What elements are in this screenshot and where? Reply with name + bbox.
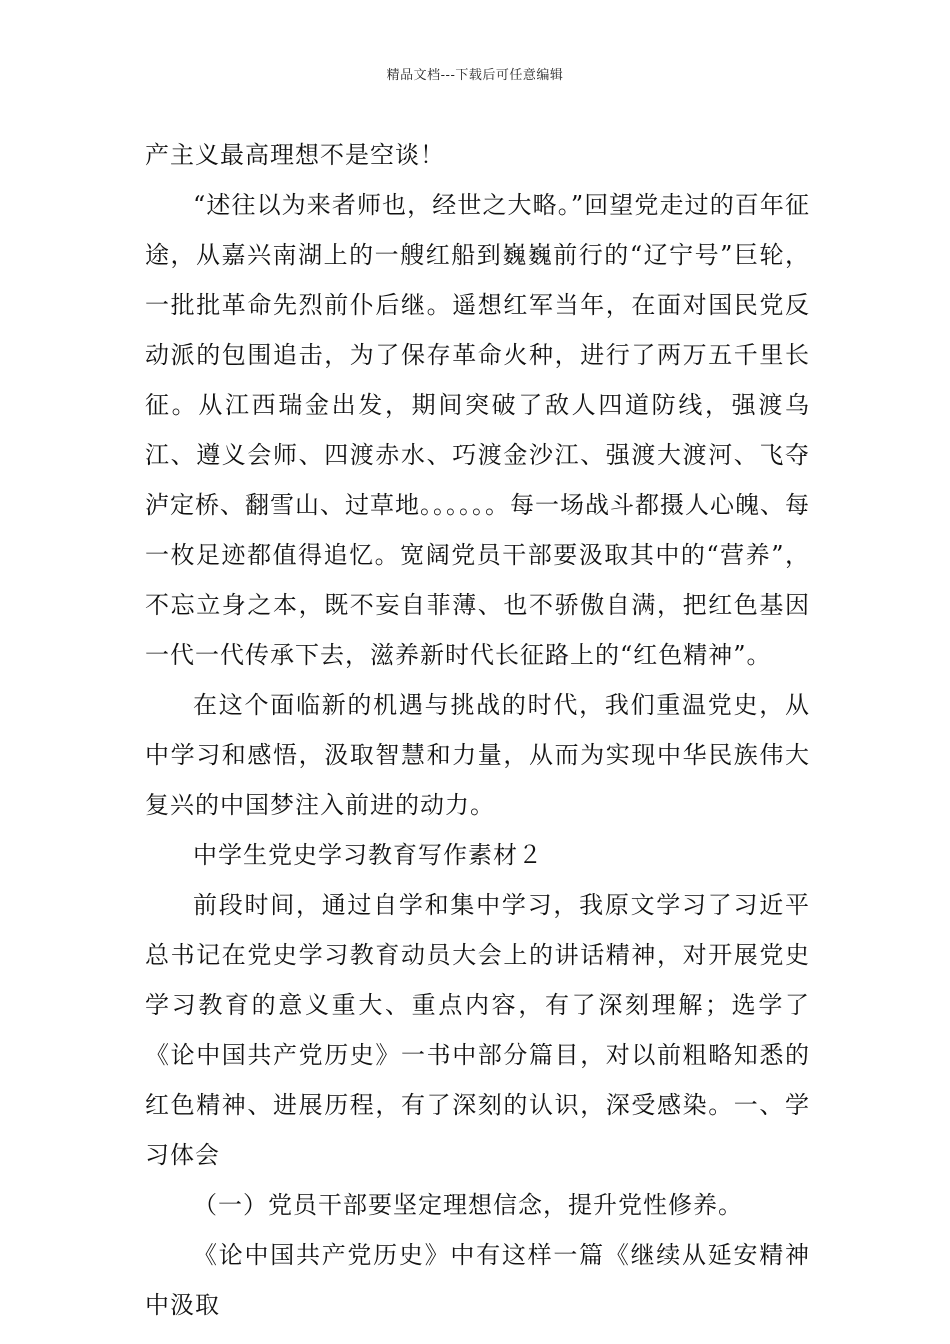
section-title: 中学生党史学习教育写作素材２ — [193, 841, 543, 869]
subsection-heading: （一）党员干部要坚定理想信念，提升党性修养。 — [193, 1191, 743, 1219]
page-header: 精品文档---下载后可任意编辑 — [386, 68, 564, 83]
paragraph-1: 产主义最高理想不是空谈！ — [145, 141, 445, 169]
paragraph-2: “述往以为来者师也，经世之大略。”回望党走过的百年征途，从嘉兴南湖上的一艘红船到巍巍前行的“辽宁号”巨轮，一批批革命先烈前仆后继。遥想红军当年，在面对国民党反动派的包围追击，为了保存革命火种，进行了两万五千里长征。从江西瑞金出发，期间突破了敌人四道防线，强渡乌江、遵义会师、四渡赤水、巧渡金沙江、强渡大渡河、飞夺泸定桥、翻雪山、过草地。。。。。。每一场战斗都摄人心魄、每一枚足迹都值得追忆。宽阔党员干部要汲取其中的“营养”，不忘立身之本，既不妄自菲薄、也不骄傲自满，把红色基因一代一代传承下去，滋养新时代长征路上的“红色精神”。 — [145, 191, 810, 669]
paragraph-3: 在这个面临新的机遇与挑战的时代，我们重温党史，从中学习和感悟，汲取智慧和力量，从而为实现中华民族伟大复兴的中国梦注入前进的动力。 — [145, 691, 810, 819]
paragraph-4: 前段时间，通过自学和集中学习，我原文学习了习近平总书记在党史学习教育动员大会上的讲话精神，对开展党史学习教育的意义重大、重点内容，有了深刻理解；选学了《论中国共产党历史》一书中部分篇目，对以前粗略知悉的红色精神、进展历程，有了深刻的认识，深受感染。一、学习体会 — [145, 891, 810, 1169]
document-body — [145, 130, 810, 1330]
paragraph-5: 《论中国共产党历史》中有这样一篇《继续从延安精神中汲取 — [145, 1241, 810, 1319]
